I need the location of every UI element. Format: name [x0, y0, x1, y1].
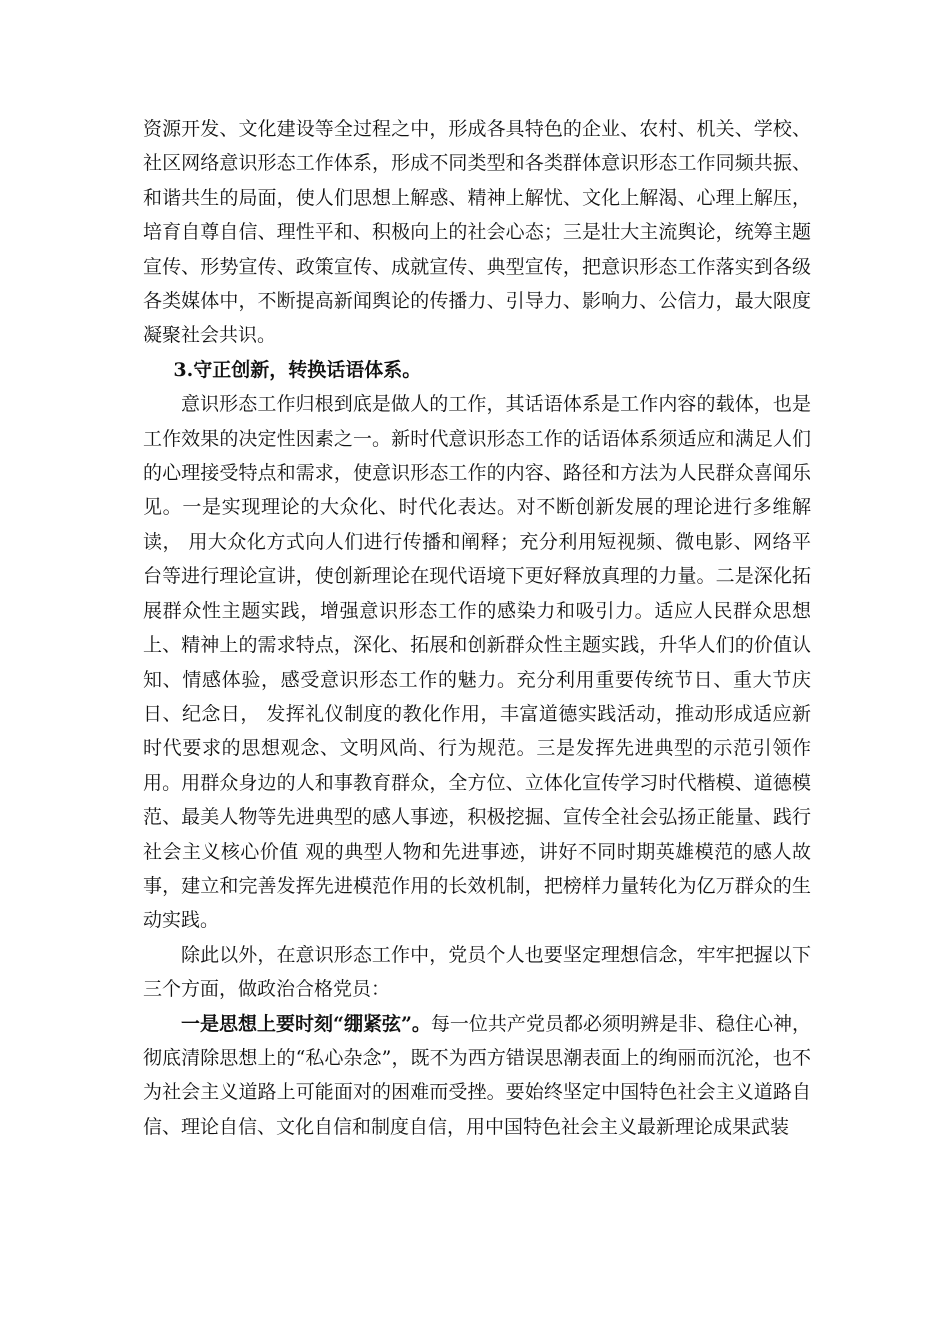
paragraph-thought: [143, 1007, 811, 1145]
paragraph-discourse-system: 意识形态工作归根到底是做人的工作，其话语体系是工作内容的载体，也是工作效果的决定性因素之一。新时代意识形态工作的话语体系须适应和满足人们的心理接受特点和需求，使意识形态工作的内容、路径和方法为人民群众喜闻乐见。一是实现理论的大众化、时代化表达。对不断创新发展的理论进行多维解读， 用大众化方式向人们进行传播和阐释；充分利用短视频、微电影、网络平台等进行理论宣讲，使创新理论在现代语境下更好释放真理的力量。二是深化拓展群众性主题实践，增强意识形态工作的感染力和吸引力。适应人民群众思想上、精神上的需求特点，深化、拓展和创新群众性主题实践，升华人们的价值认知、情感体验，感受意识形态工作的魅力。充分利用重要传统节日、重大节庆日、纪念日， 发挥礼仪制度的教化作用，丰富道德实践活动，推动形成适应新时代要求的思想观念、文明风尚、行为规范。三是发挥先进典型的示范引领作用。用群众身边的人和事教育群众，全方位、立体化宣传学习时代楷模、道德模范、最美人物等先进典型的感人事迹，积极挖掘、宣传全社会弘扬正能量、践行社会主义核心价值 观的典型人物和先进事迹，讲好不同时期英雄模范的感人故事，建立和完善发挥先进模范作用的长效机制，把榜样力量转化为亿万群众的生动实践。: [143, 393, 811, 932]
paragraph-continuation: 资源开发、文化建设等全过程之中，形成各具特色的企业、农村、机关、学校、社区网络意识形态工作体系，形成不同类型和各类群体意识形态工作同频共振、和谐共生的局面，使人们思想上解惑、精神上解忧、文化上解渴、心理上解压，培育自尊自信、理性平和、积极向上的社会心态；三是壮大主流舆论，统筹主题宣传、形势宣传、政策宣传、成就宣传、典型宣传，把意识形态工作落实到各级各类媒体中，不断提高新闻舆论的传播力、引导力、影响力、公信力，最大限度凝聚社会共识。: [143, 118, 811, 347]
document-page: [143, 112, 811, 1144]
paragraph-thought-body: 每一位共产党员都必须明辨是非、稳住心神，彻底清除思想上的“私心杂念”，既不为西方错误思潮表面上的绚丽而沉沦，也不为社会主义道路上可能面对的困难而受挫。要始终坚定中国特色社会主义道路自信、理论自信、文化自信和制度自信，用中国特色社会主义最新理论成果武装: [143, 1012, 811, 1138]
paragraph-besides: 除此以外，在意识形态工作中，党员个人也要坚定理想信念，牢牢把握以下三个方面，做政治合格党员：: [143, 943, 811, 1001]
section-heading-3: 3.守正创新，转换话语体系。: [173, 358, 422, 381]
paragraph-thought-lead: 一是思想上要时刻“绷紧弦”。: [181, 1012, 431, 1035]
